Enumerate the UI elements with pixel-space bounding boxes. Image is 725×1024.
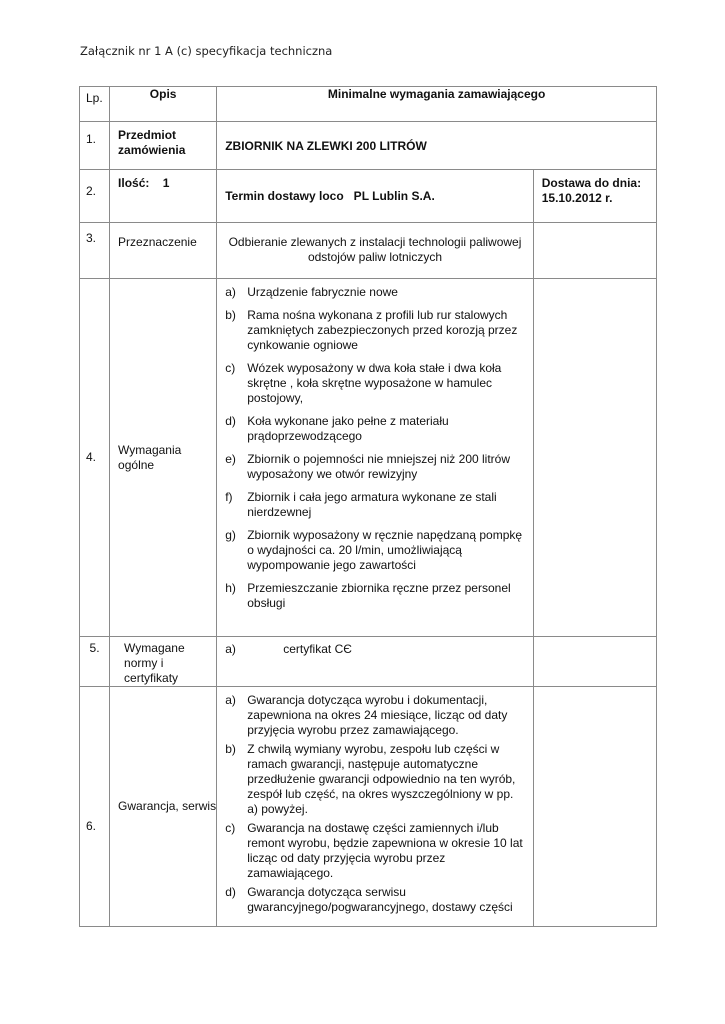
list-item: c) Wózek wyposażony w dwa koła stałe i dwa koła skrętne , koła skrętne wyposażone w hamulec postojowy, [225, 361, 502, 405]
table-row-4 [80, 279, 657, 637]
list-item: a) Gwarancja dotycząca wyrobu i dokumentacji, zapewniona na okres 24 miesiące, licząc od daty przyjęcia wyrobu przez zamawiającego. [225, 693, 508, 737]
header-opis: Opis [110, 87, 217, 122]
row5-opis: Wymagane normy i certyfikaty [110, 637, 217, 687]
row3-lp: 3. [80, 223, 110, 279]
row3-value: Odbieranie zlewanych z instalacji technologii paliwowej odstojów paliw lotniczych [217, 223, 534, 279]
row6-empty [533, 687, 656, 927]
list-item: b) Z chwilą wymiany wyrobu, zespołu lub części w ramach gwarancji, następuje automatyczne przedłużenie gwarancji odpowiednio na ten wyrób, zespół lub część, na okres wyszczególniony w pp. a) powyżej. [225, 742, 516, 816]
row4-empty [533, 279, 656, 637]
row6-list [217, 687, 533, 918]
list-item: e) Zbiornik o pojemności nie mniejszej niż 200 litrów wyposażony we otwór rewizyjny [225, 452, 510, 481]
row5-value: certyfikat CЄ [283, 642, 352, 656]
table-header-row [80, 87, 657, 122]
row1-lp: 1. [80, 122, 110, 170]
row1-opis: Przedmiot zamówienia [110, 122, 217, 170]
list-item: d) Koła wykonane jako pełne z materiału prądoprzewodzącego [225, 414, 449, 443]
table-row-1 [80, 122, 657, 170]
row2-value: Termin dostawy loco PL Lublin S.A. [217, 170, 534, 223]
row2-opis: Ilość: 1 [110, 170, 217, 223]
row2-delivery-date: Dostawa do dnia: 15.10.2012 r. [533, 170, 656, 223]
list-item: b) Rama nośna wykonana z profili lub rur stalowych zamkniętych zabezpieczonych przed korozją przez cynkowanie ogniowe [225, 308, 518, 352]
row5-empty [533, 637, 656, 687]
row5-lp: 5. [80, 637, 110, 687]
table-row-2 [80, 170, 657, 223]
row3-empty [533, 223, 656, 279]
list-item: g) Zbiornik wyposażony w ręcznie napędzaną pompkę o wydajności ca. 20 l/min, umożliwiającą wypompowanie jego zawartości [225, 528, 523, 572]
row4-lp: 4. [80, 279, 110, 637]
row1-value: ZBIORNIK NA ZLEWKI 200 LITRÓW [217, 122, 657, 170]
table-row-6 [80, 687, 657, 927]
list-item: f) Zbiornik i cała jego armatura wykonane ze stali nierdzewnej [225, 490, 497, 519]
table-row-5 [80, 637, 657, 687]
list-item: a) Urządzenie fabrycznie nowe [225, 285, 398, 299]
row6-lp: 6. [80, 687, 110, 927]
row5-requirements [217, 637, 534, 687]
row4-opis: Wymagania ogólne [110, 279, 217, 637]
header-requirements: Minimalne wymagania zamawiającego [217, 87, 657, 122]
header-lp: Lp. [80, 87, 110, 122]
specification-table [79, 86, 657, 927]
row3-opis: Przeznaczenie [110, 223, 217, 279]
row4-list [217, 279, 533, 614]
row6-requirements [217, 687, 534, 927]
list-item: h) Przemieszczanie zbiornika ręczne przez personel obsługi [225, 581, 511, 610]
row2-lp: 2. [80, 170, 110, 223]
row4-requirements [217, 279, 534, 637]
list-item: d) Gwarancja dotycząca serwisu gwarancyjnego/pogwarancyjnego, dostawy części [225, 885, 513, 914]
table-row-3 [80, 223, 657, 279]
row6-opis: Gwarancja, serwis [110, 687, 217, 927]
document-header: Załącznik nr 1 A (c) specyfikacja techniczna [80, 44, 333, 58]
list-item: c) Gwarancja na dostawę części zamiennych i/lub remont wyrobu, będzie zapewniona w okresie 10 lat licząc od daty przyjęcia wyrobu przez zamawiającego. [225, 821, 523, 880]
row5-mark: a) [225, 642, 236, 656]
